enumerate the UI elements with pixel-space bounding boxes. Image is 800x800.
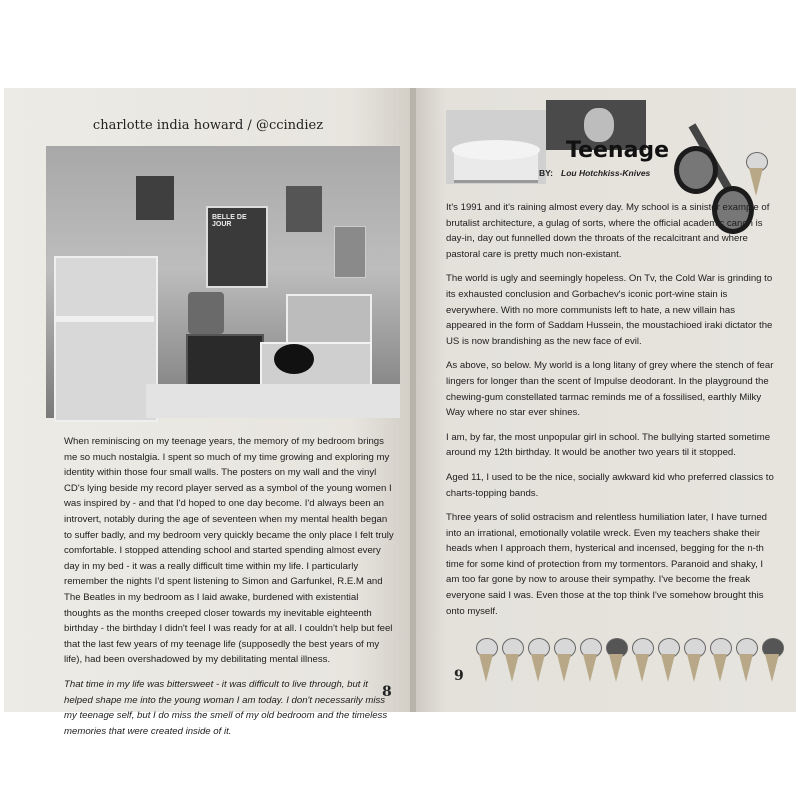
lamp: [188, 292, 224, 334]
author-credit: charlotte india howard / @ccindiez: [92, 118, 324, 133]
shelf-board: [54, 316, 154, 322]
ice-cream-icon: [658, 636, 678, 686]
small-poster: [334, 226, 366, 278]
laptop: [186, 334, 264, 386]
left-paragraph-1: When reminiscing on my teenage years, the memory of my bedroom brings me so much nostalgia. I spent so much of my time growing and exploring my identity within those four small walls. The posters on my wall and the vinyl CD's lying beside my record player served as a symbol of the young women I was inspired by - and that I'd hoped to one day become. I'd always been an introvert, notably during the age of seventeen when my mental health began to suffer badly, and my bedroom very quickly became the only place I felt truly comfortable. I stopped attending school and started spending almost every day in my bed - it was a really difficult time within my life. I particularly remember the nights I'd spent listening to Simon and Garfunkel, R.E.M and The Beatles in my bedroom as I laid awake, burdened with existential thoughts as the months creeped closer towards my inevitable eighteenth birthday - the birthday I didn't feel I was ready for at all. I couldn't help but feel that the last few years of my teenage life (supposedly the best years of my life), had been overshadowed by my debilitating mental illness.: [64, 436, 394, 666]
portrait-poster: [286, 186, 322, 232]
vinyl-record: [274, 344, 314, 374]
right-paragraph-5: Aged 11, I used to be the nice, socially awkward kid who preferred classics to charts-topping bands.: [446, 471, 774, 499]
article-title: Teenage: [566, 138, 670, 163]
byline-author: Lou Hotchkiss-Knives: [561, 168, 651, 178]
ice-cream-icon: [554, 636, 574, 686]
right-paragraph-2: The world is ugly and seemingly hopeless. On Tv, the Cold War is grinding to its exhausted conclusion and Gorbachev's iconic port-wine stain is everywhere. With no more communists left to hate, a new villain has appeared in the form of Saddam Hussein, the moustachioed iraki dictator the US is now brandishing as the new face of evil.: [446, 273, 773, 347]
ice-cream-icon: [762, 636, 782, 686]
ice-cream-icon: [632, 636, 652, 686]
belle-de-jour-poster: [206, 206, 268, 288]
byline-label: BY:: [539, 168, 554, 178]
page-number-left: 8: [382, 684, 392, 700]
cake-top: [452, 140, 540, 160]
right-paragraph-1: It's 1991 and it's raining almost every day. My school is a sinister example of brutalist architecture, a gulag of sorts, where the official academic canon is day-in, day out funnelled down the throats of the recalcitrant and where pastoral care is pretty much non-existant.: [446, 202, 770, 260]
poster-image: [136, 176, 174, 220]
right-paragraph-3: As above, so below. My world is a long litany of grey where the stench of fear lingers for longer than the scent of Impulse deodorant. In the playground the chewing-gum constellated tarmac reminds me of a fossilised, earthly Milky Way where no star ever shines.: [446, 360, 774, 419]
desk: [146, 384, 400, 418]
zine-spread: [4, 88, 796, 737]
ice-cream-icon: [710, 636, 730, 686]
left-page: [4, 88, 412, 737]
record-player-lid: [286, 294, 372, 344]
poster-title: BELLE DE JOUR: [212, 214, 247, 228]
ice-cream-icon: [736, 636, 756, 686]
ice-cream-icon: [746, 150, 768, 200]
ice-cream-icon: [476, 636, 496, 686]
right-paragraph-4: I am, by far, the most unpopular girl in school. The bullying started sometime around my 12th birthday. It would be another two years til it stopped.: [446, 431, 771, 459]
boy-face: [584, 108, 614, 142]
ice-cream-icon: [580, 636, 600, 686]
bedroom-photo: [46, 146, 400, 418]
right-body-text: [446, 200, 776, 628]
ice-cream-icon: [606, 636, 626, 686]
byline: [539, 168, 650, 178]
page-number-right: 9: [454, 668, 464, 684]
right-paragraph-6: Three years of solid ostracism and relentless humiliation later, I have turned into an irrational, emotionally volatile wreck. Even my teachers shake their heads when I approach them, hysterical and incensed, begging for the n-th time for some kind of protection from my tormentors. Paranoid and shaky, I am too far gone by now to arouse their sympathy. I've become the freak everyone said I was. Even those at the top think I've somehow brought this onto myself.: [446, 512, 768, 617]
ice-cream-icon: [528, 636, 548, 686]
ice-cream-icon: [684, 636, 704, 686]
ice-cream-icon: [502, 636, 522, 686]
left-paragraph-2: That time in my life was bittersweet - it was difficult to live through, but it helped shape me into the young woman I am today. I don't necessarily miss my teenage self, but I do miss the smell of my old bedroom and the timeless memories that were created inside of it.: [64, 678, 388, 737]
left-body-text: [64, 434, 396, 748]
ice-cream-border: [476, 636, 796, 690]
sunglasses-lens-left: [674, 146, 718, 194]
bookshelf: [54, 256, 158, 422]
birthday-cake-collage: [446, 110, 546, 184]
right-page: [416, 88, 796, 712]
